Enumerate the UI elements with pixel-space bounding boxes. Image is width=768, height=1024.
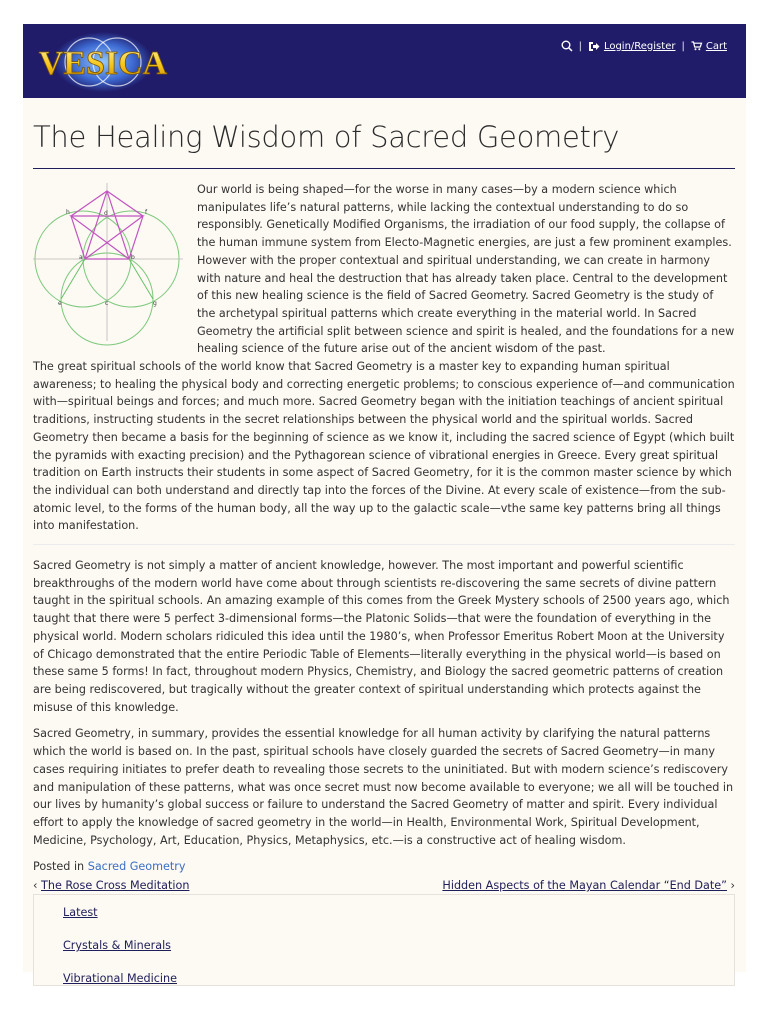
page [23, 24, 746, 985]
sidebar-link[interactable]: Vibrational Medicine [63, 972, 177, 985]
search-icon[interactable] [561, 40, 573, 52]
sidebar-link[interactable]: Latest [63, 906, 98, 919]
title-divider [33, 168, 735, 169]
separator: | [578, 40, 582, 52]
vesica-logo[interactable] [31, 30, 176, 94]
sidebar-menu [33, 894, 735, 986]
next-post[interactable] [442, 879, 735, 892]
chevron-right-icon: › [726, 879, 735, 892]
separator: | [681, 40, 685, 52]
cart-icon [691, 41, 702, 51]
posted-in [33, 858, 735, 876]
login-register-link[interactable]: Login/Register [603, 40, 676, 52]
sidebar-link[interactable]: Crystals & Minerals [63, 939, 172, 952]
diagram-label-h: h [66, 209, 70, 216]
diagram-label-f: f [145, 209, 148, 216]
diagram-label-e: e [58, 300, 62, 307]
cart-link[interactable]: Cart [705, 40, 727, 52]
content-divider [33, 544, 735, 545]
article-paragraph-1: Our world is being shaped—for the worse in many cases—by a modern science which manipulates life’s natural patterns, while lacking the contextual understanding to do so responsibly. Genetically Modified Organisms, the irradiation of our food supply, the collapse of the human immune system from Electo-Magnetic energies, are just a few prominent examples. However with the proper contextual and spiritual understanding, we can create in harmony with nature and heal the destruction that has already taken place. Central to the development of this new healing science is the field of Sacred Geometry. Sacred Geometry is the study of the archetypal spiritual patterns which create everything in the material world. In Sacred Geometry the artificial split between science and spirit is healed, and the foundations for a new healing science of the future arise out of the ancient wisdom of the past. [197, 183, 735, 356]
diagram-label-d: d [104, 210, 108, 217]
login-icon [588, 41, 600, 52]
previous-post-link[interactable]: The Rose Cross Meditation [41, 879, 190, 892]
diagram-label-a: a [79, 254, 83, 261]
article-paragraph-2: The great spiritual schools of the world know that Sacred Geometry is a master key to expanding human spiritual awareness; to healing the physical body and correcting energetic problems; to conscious experience of—and communication with—spiritual beings and forces; and much more. Sacred Geometry began with the initiation teachings of ancient spiritual traditions, instructing students in the secret relationships between the physical world and the spiritual worlds. Sacred Geometry then became a basis for the beginning of science as we know it, including the sacred science of Egypt (which built the pyramids with exacting precision) and the Pythagorean science of vibrational energies in Greece. Every great spiritual tradition on Earth instructs their students in some aspect of Sacred Geometry, for it is the common master science by which the individual can both understand and directly tap into the forces of the Divine. At every scale of existence—from the sub-atomic level, to the forms of the human body, all the way up to the galactic scale—vthe same key patterns bring all things into manifestation. [33, 360, 735, 533]
chevron-left-icon: ‹ [33, 879, 42, 892]
header-nav [561, 40, 727, 52]
article-paragraph-3: Sacred Geometry is not simply a matter of ancient knowledge, however. The most important and powerful scientific breakthroughs of the modern world have come about through scientists re-discovering the same secrets of divine pattern taught in the spiritual schools. An amazing example of this comes from the Greek Mystery schools of 2500 years ago, which taught that there were 5 perfect 3-dimensional forms—the Platonic Solids—that were the foundation of everything in the physical world. Modern scholars ridiculed this idea until the 1980’s, when Professor Emeritus Robert Moon at the University of Chicago demonstrated that the entire Periodic Table of Elements—literally everything in the physical world—is based on these same 5 forms! In fact, throughout modern Physics, Chemistry, and Biology the sacred geometric patterns of creation are being rediscovered, but tragically without the greater context of spiritual understanding which protects against the misuse of this knowledge. [33, 559, 730, 714]
article-content [33, 181, 735, 885]
page-title: The Healing Wisdom of Sacred Geometry [33, 120, 620, 154]
article-paragraph-4: Sacred Geometry, in summary, provides the essential knowledge for all human activity by clarifying the natural patterns which the world is based on. In the past, spiritual schools have closely guarded the secrets of Sacred Geometry—in many cases requiring initiates to prefer death to revealing those secrets to the uninitiated. But with modern science’s rediscovery and manipulation of these patterns, what was once secret must now become available to everyone; we all will be touched in our lives by humanity’s global success or failure to understand the Sacred Geometry of matter and spirit. Every individual effort to apply the knowledge of sacred geometry in the world—in Health, Environmental Work, Spiritual Development, Medicine, Psychology, Art, Education, Physics, Metaphysics, etc.—is a constructive act of healing wisdom. [33, 727, 734, 847]
posted-in-label: Posted in [33, 860, 85, 874]
sidebar-item-vibrational-medicine[interactable] [63, 972, 177, 985]
sidebar-item-crystals-minerals[interactable] [63, 939, 171, 952]
diagram-label-c: c [105, 300, 109, 307]
category-link[interactable]: Sacred Geometry [87, 860, 186, 874]
site-header [23, 24, 746, 98]
diagram-label-g: g [153, 300, 157, 307]
next-post-link[interactable]: Hidden Aspects of the Mayan Calendar “End Date” [442, 879, 727, 892]
diagram-label-b: b [131, 254, 135, 261]
logo-text: VESICA [38, 45, 168, 82]
sidebar-item-latest[interactable] [63, 906, 98, 919]
previous-post[interactable] [33, 879, 189, 892]
sacred-geometry-diagram [33, 181, 183, 343]
